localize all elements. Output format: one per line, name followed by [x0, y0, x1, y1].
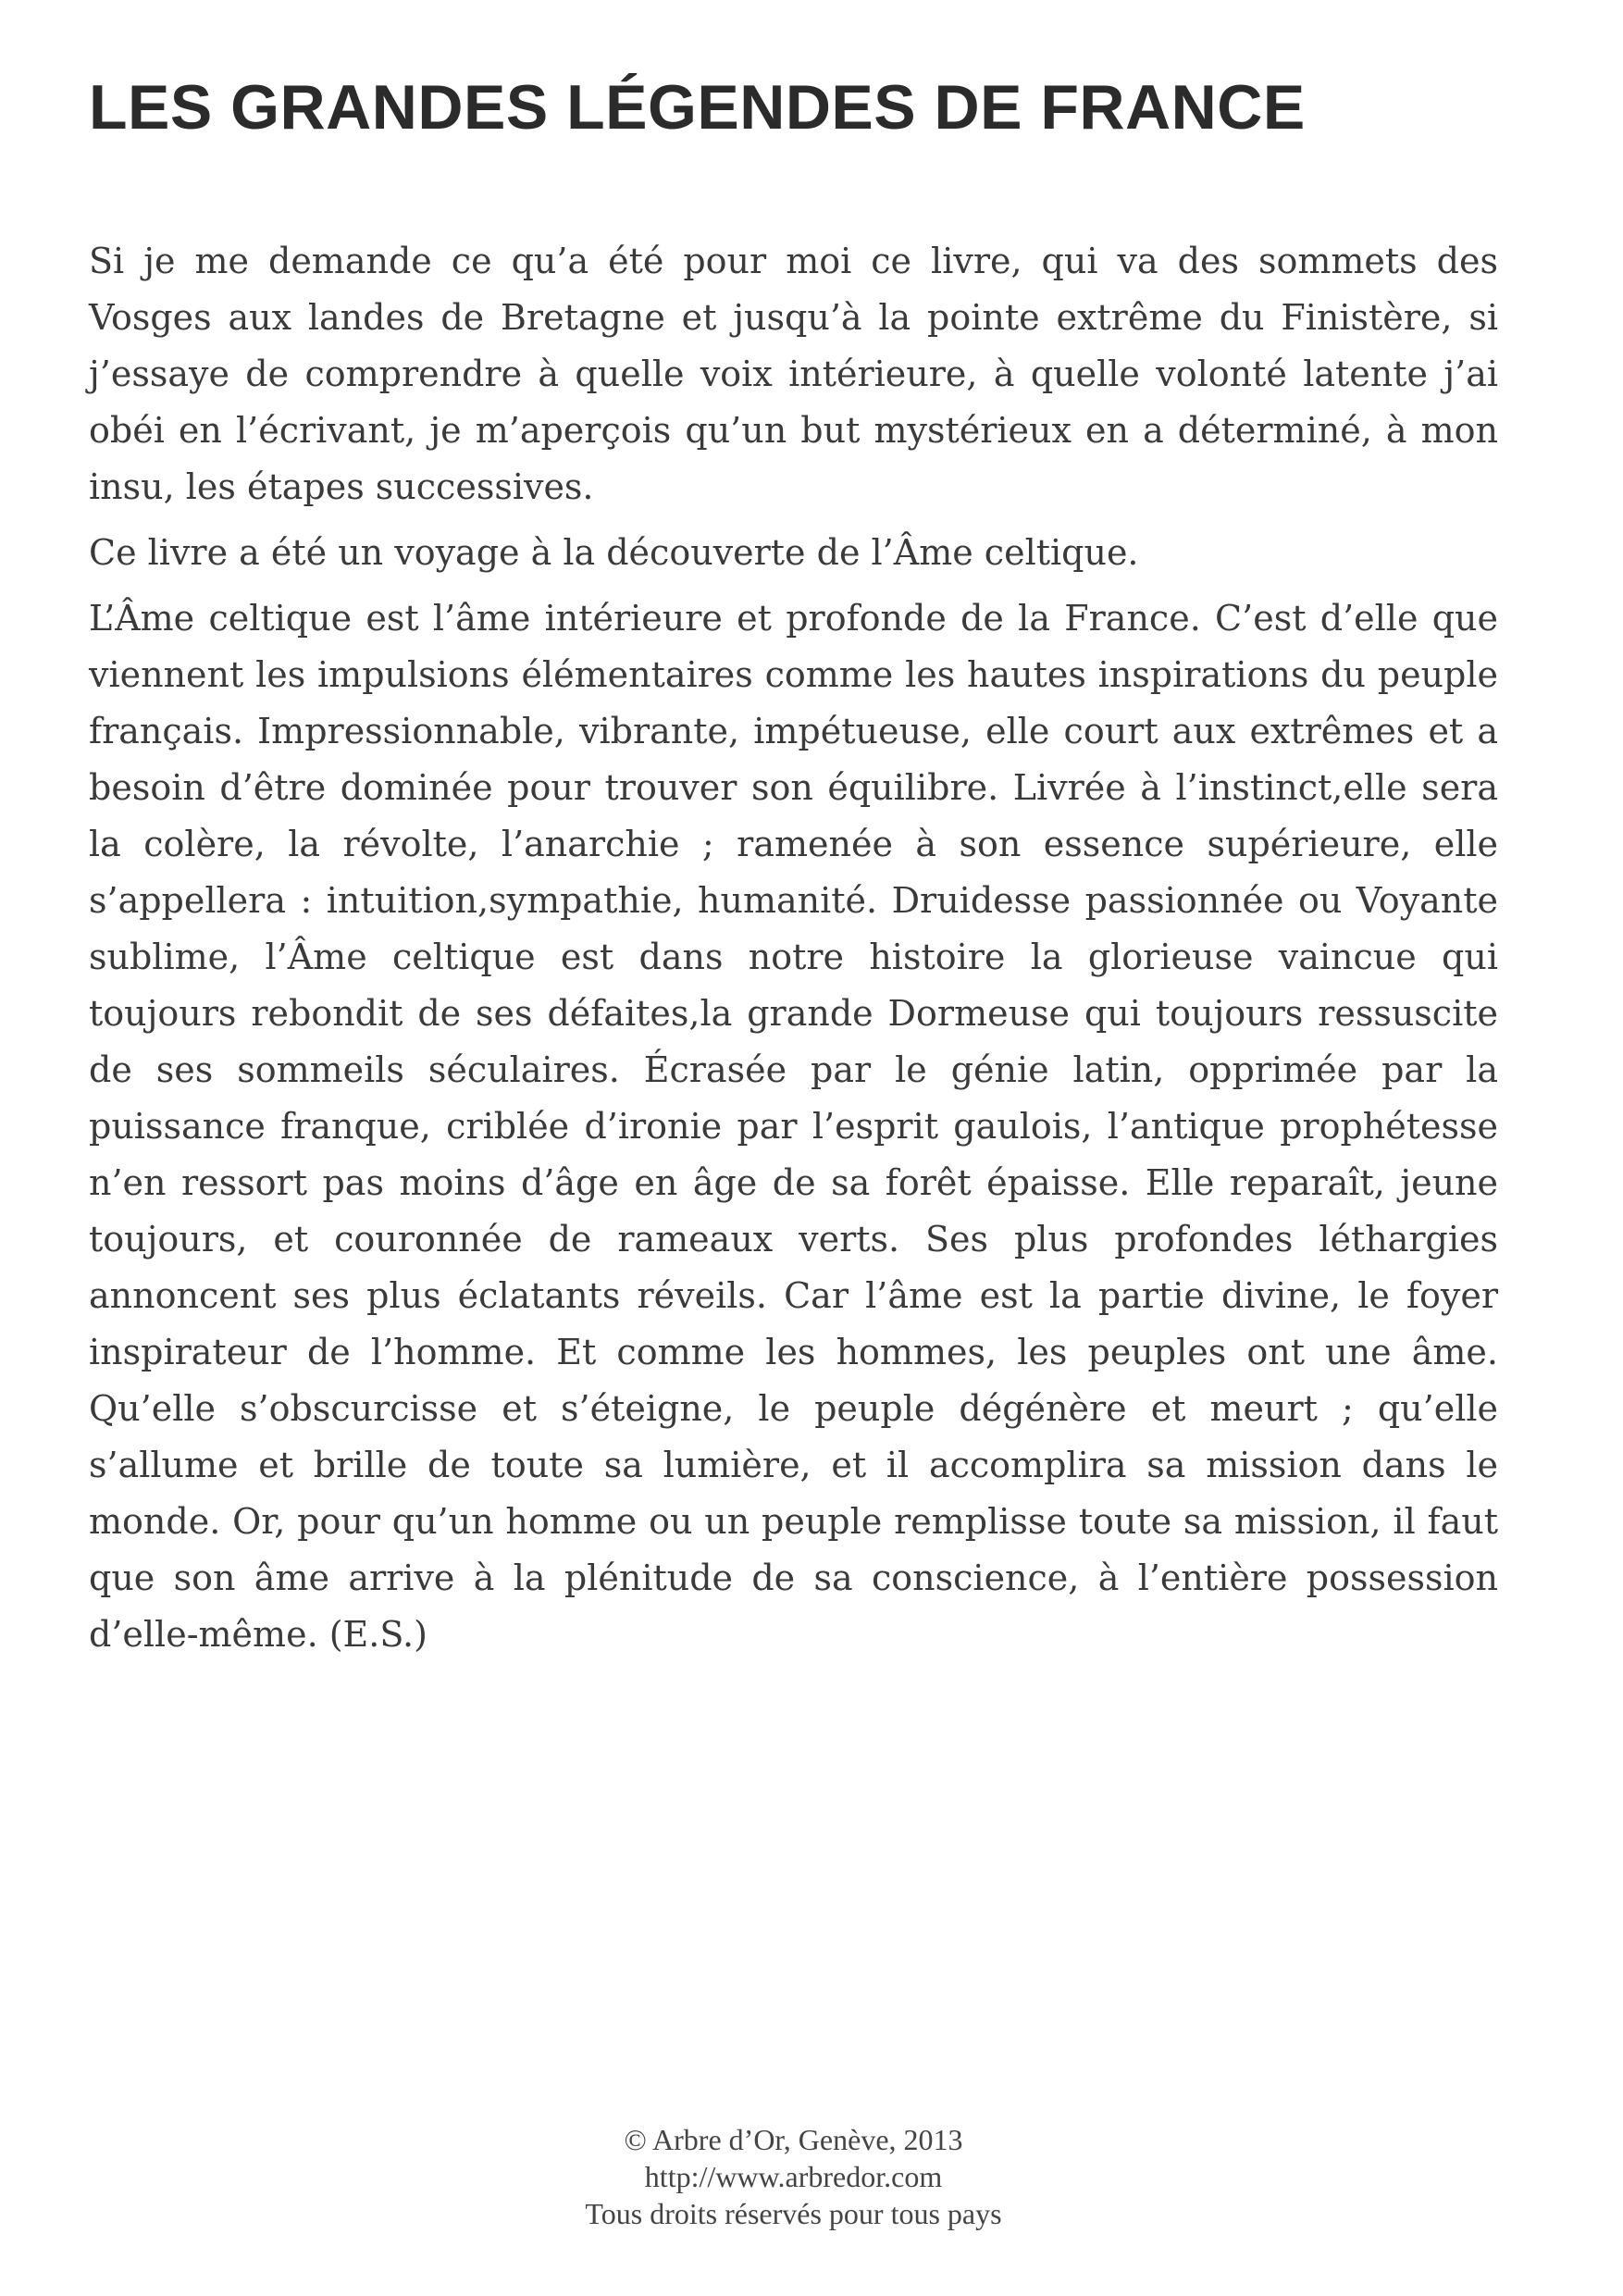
website-link[interactable]: http://www.arbredor.com [644, 2160, 943, 2193]
paragraph-ame-celtique: L’Âme celtique est l’âme intérieure et profonde de la France. C’est d’elle que viennent les impulsions élémentaires comme les hautes inspirations du peuple français. Impressionnable, vibrante, impétueuse, elle court aux extrêmes et a besoin d’être dominée pour trouver son équilibre. Livrée à l’instinct,elle sera la colère, la révolte, l’anarchie ; ramenée à son essence supérieure, elle s’appellera : intuition,sympathie, humanité. Druidesse passionnée ou Voyante sublime, l’Âme celtique est dans notre histoire la glorieuse vaincue qui toujours rebondit de ses défaites,la grande Dormeuse qui toujours ressuscite de ses sommeils séculaires. Écrasée par le génie latin, opprimée par la puissance franque, criblée d’ironie par l’esprit gaulois, l’antique prophétesse n’en ressort pas moins d’âge en âge de sa forêt épaisse. Elle reparaît, jeune toujours, et couronnée de rameaux verts. Ses plus profondes léthargies annoncent ses plus éclatants réveils. Car l’âme est la partie divine, le foyer inspirateur de l’homme. Et comme les hommes, les peuples ont une âme. Qu’elle s’obscurcisse et s’éteigne, le peuple dégénère et meurt ; qu’elle s’allume et brille de toute sa lumière, et il accomplira sa mission dans le monde. Or, pour qu’un homme ou un peuple remplisse toute sa mission, il faut que son âme arrive à la plénitude de sa conscience, à l’entière possession d’elle-même. (E.S.) [89, 598, 1498, 1655]
body-text [89, 233, 1498, 1672]
copyright-notice: © Arbre d’Or, Genève, 2013 [624, 2123, 963, 2156]
document-page [89, 0, 1498, 2296]
page-title: LES GRANDES LÉGENDES DE FRANCE [89, 72, 1306, 143]
paragraph-intro: Si je me demande ce qu’a été pour moi ce livre, qui va des sommets des Vosges aux landes de Bretagne et jusqu’à la pointe extrême du Finistère, si j’essaye de comprendre à quelle voix intérieure, à quelle volonté latente j’ai obéi en l’écrivant, je m’aperçois qu’un but mystérieux en a déterminé, à mon insu, les étapes successives. [89, 241, 1498, 507]
rights-notice: Tous droits réservés pour tous pays [585, 2197, 1002, 2230]
footer [89, 2121, 1498, 2232]
paragraph-voyage: Ce livre a été un voyage à la découverte de l’Âme celtique. [89, 532, 1139, 573]
